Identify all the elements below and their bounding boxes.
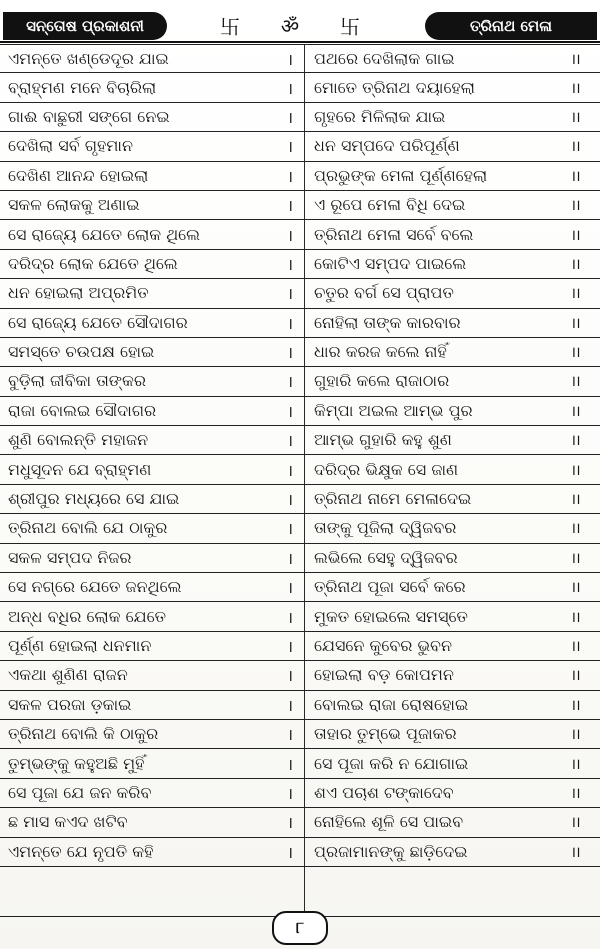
verse-second-half: ଗୁହାରି କଲେ ରାଜାଠାର bbox=[314, 371, 450, 391]
verse-first-half: ପୂର୍ଣ୍ଣ ହୋଇଲା ଧନମାନ bbox=[8, 636, 152, 655]
single-danda: । bbox=[286, 754, 294, 774]
verse-row bbox=[0, 397, 600, 426]
verse-second-half: କିମ୍ପା ଅଇଲ ଆମ୍ଭ ପୁର bbox=[314, 400, 473, 420]
double-danda: ।। bbox=[570, 225, 580, 244]
verse-first-half: ତ୍ରିନାଥ ବୋଲି ଯେ ଠାକୁର bbox=[8, 518, 168, 538]
header-rule bbox=[0, 41, 600, 43]
verse-row bbox=[0, 367, 600, 396]
verse-second-half: ଯେସନେ କୁବେର ଭୁବନ bbox=[314, 636, 452, 655]
verse-first-half: ବୁଡ଼ିଲା ଜୀବିକା ତାଙ୍କର bbox=[8, 371, 146, 391]
verse-row bbox=[0, 838, 600, 867]
single-danda: । bbox=[286, 78, 294, 98]
verse-second-half: ତ୍ରିନାଥ ମେଳା ସର୍ବେ ବଲେ bbox=[314, 224, 474, 244]
verse-first-half: ଶ୍ରୀପୁର ମଧ୍ୟରେ ସେ ଯାଇ bbox=[8, 489, 180, 509]
verse-second-half: ପ୍ରଜାମାନଙ୍କୁ ଛାଡ଼ିଦେଇ bbox=[314, 841, 468, 861]
verse-second-half: ତ୍ରିନାଥ ପୂଜା ସର୍ବେ କରେ bbox=[314, 577, 466, 597]
verse-second-half: କୋଟିଏ ସମ୍ପଦ ପାଇଲେ bbox=[314, 253, 467, 273]
verse-second-half: ହୋଇଲା ବଡ଼ କୋପମନ bbox=[314, 665, 454, 685]
single-danda: । bbox=[286, 578, 294, 598]
verse-first-half: ଛ ମାସ କଏଦ ଖଟିବ bbox=[8, 812, 128, 832]
verse-first-half: ଏମନ୍ତେ ଖଣ୍ଡେଦୂର ଯାଇ bbox=[8, 48, 169, 68]
verse-first-half: ରାଜା ବୋଲଇ ସୌଦାଗର bbox=[8, 400, 157, 420]
double-danda: ।। bbox=[570, 725, 580, 744]
verse-first-half: ମଧୁସୂଦନ ଯେ ବ୍ରାହ୍ମଣ bbox=[8, 459, 152, 479]
verse-row bbox=[0, 720, 600, 749]
single-danda: । bbox=[286, 166, 294, 186]
verse-first-half: ଏକଥା ଶୁଣିଣ ରାଜନ bbox=[8, 665, 128, 685]
verse-second-half: ଦରିଦ୍ର ଭିକ୍ଷୁକ ସେ ଜାଣ bbox=[314, 459, 459, 479]
verse-row bbox=[0, 544, 600, 573]
verse-row bbox=[0, 162, 600, 191]
swastika-icon-right: 卐 bbox=[340, 14, 360, 39]
book-title-label: ତ୍ରିନାଥ ମେଳା bbox=[425, 12, 597, 40]
verse-second-half: ଧନ ସମ୍ପଦେ ପରିପୂର୍ଣ୍ଣ bbox=[314, 136, 460, 156]
verse-row bbox=[0, 691, 600, 720]
verse-second-half: ତାହାର ତୁମ୍ଭେ ପୂଜାକର bbox=[314, 724, 457, 744]
double-danda: ।। bbox=[570, 490, 580, 509]
verse-row bbox=[0, 808, 600, 837]
verse-second-half: ପଥରେ ଦେଖିଲାକ ଗାଇ bbox=[314, 48, 455, 68]
verse-second-half: ତ୍ରିନାଥ ନାମେ ମେଳାଦେଇ bbox=[314, 489, 472, 509]
verse-row bbox=[0, 485, 600, 514]
single-danda: । bbox=[286, 254, 294, 274]
publisher-label: ସନ୍ତୋଷ ପ୍ରକାଶନୀ bbox=[3, 12, 167, 40]
verse-row bbox=[0, 279, 600, 308]
verse-first-half: ସେ ନଗ୍ରେ ଯେତେ ଜନଥିଲେ bbox=[8, 577, 182, 597]
double-danda: ।। bbox=[570, 519, 580, 538]
double-danda: ।। bbox=[570, 196, 580, 215]
verse-second-half: ଏ ରୂପେ ମେଳା ବିଧି ଦେଇ bbox=[314, 195, 466, 215]
verse-first-half: ଦେଖିଲା ସର୍ବ ଗୃହମାନ bbox=[8, 136, 133, 156]
om-icon: ॐ bbox=[280, 13, 300, 38]
double-danda: ।। bbox=[570, 372, 580, 391]
double-danda: ।। bbox=[570, 401, 580, 420]
single-danda: । bbox=[286, 783, 294, 803]
verse-first-half: ଅନ୍ଧ ବଧିର ଲୋକ ଯେତେ bbox=[8, 606, 167, 626]
single-danda: । bbox=[286, 137, 294, 157]
single-danda: । bbox=[286, 196, 294, 216]
double-danda: ।। bbox=[570, 313, 580, 332]
verse-table bbox=[0, 44, 600, 867]
verse-row bbox=[0, 132, 600, 161]
double-danda: ।। bbox=[570, 284, 580, 303]
double-danda: ।। bbox=[570, 754, 580, 773]
verse-second-half: ଗୃହରେ ମିଳିଲାକ ଯାଇ bbox=[314, 106, 446, 126]
double-danda: ।। bbox=[570, 460, 580, 479]
single-danda: । bbox=[286, 666, 294, 686]
double-danda: ।। bbox=[570, 431, 580, 450]
verse-row bbox=[0, 749, 600, 778]
verse-row bbox=[0, 44, 600, 73]
verse-first-half: ବ୍ରାହ୍ମଣ ମନେ ବିଚାରିଲା bbox=[8, 77, 157, 97]
verse-row bbox=[0, 573, 600, 602]
single-danda: । bbox=[286, 431, 294, 451]
double-danda: ।। bbox=[570, 343, 580, 362]
verse-second-half: ପ୍ରଭୁଙ୍କ ମେଳା ପୂର୍ଣ୍ଣହେଲା bbox=[314, 165, 488, 185]
double-danda: ।। bbox=[570, 813, 580, 832]
verse-first-half: ସକଳ ଲୋକକୁ ଅଣାଇ bbox=[8, 195, 140, 215]
single-danda: । bbox=[286, 607, 294, 627]
double-danda: ।। bbox=[570, 783, 580, 802]
double-danda: ।। bbox=[570, 578, 580, 597]
double-danda: ।। bbox=[570, 695, 580, 714]
verse-row bbox=[0, 191, 600, 220]
single-danda: । bbox=[286, 284, 294, 304]
verse-first-half: ସେ ରାଜ୍ୟେ ଯେତେ ଲୋକ ଥିଲେ bbox=[8, 224, 201, 244]
single-danda: । bbox=[286, 842, 294, 862]
verse-second-half: ଲଭିଲେ ସେହୁ ଦ୍ୱିଜବର bbox=[314, 547, 458, 567]
header-ornament bbox=[220, 10, 360, 40]
double-danda: ।। bbox=[570, 78, 580, 97]
verse-second-half: ଧାର କରଜ କଲେ ନାହିଁ bbox=[314, 342, 447, 362]
single-danda: । bbox=[286, 49, 294, 69]
verse-row bbox=[0, 220, 600, 249]
double-danda: ।। bbox=[570, 637, 580, 655]
verse-second-half: ଚତୁର ବର୍ଗ ସେ ପ୍ରାପତ bbox=[314, 283, 454, 303]
page-number: ୮ bbox=[272, 911, 328, 945]
double-danda: ।। bbox=[570, 137, 580, 156]
verse-second-half: ଶଏ ପଚାଶ ଟଙ୍କାଦେବ bbox=[314, 782, 454, 802]
verse-first-half: ତ୍ରିନାଥ ବୋଲି କି ଠାକୁର bbox=[8, 724, 159, 744]
verse-first-half: ଦରିଦ୍ର ଲୋକ ଯେତେ ଥିଲେ bbox=[8, 253, 178, 273]
double-danda: ।। bbox=[570, 607, 580, 626]
verse-row bbox=[0, 632, 600, 661]
verse-row bbox=[0, 250, 600, 279]
verse-row bbox=[0, 455, 600, 484]
verse-second-half: ମୁକତ ହୋଇଲେ ସମସ୍ତେ bbox=[314, 606, 468, 626]
verse-first-half: ସକଳ ସମ୍ପଦ ନିଜର bbox=[8, 547, 132, 567]
double-danda: ।। bbox=[570, 107, 580, 126]
verse-second-half: ସେ ପୂଜା କରି ନ ଯୋଗାଇ bbox=[314, 753, 469, 773]
single-danda: । bbox=[286, 401, 294, 421]
single-danda: । bbox=[286, 107, 294, 127]
verse-first-half: ସେ ରାଜ୍ୟେ ଯେତେ ସୌଦାଗର bbox=[8, 312, 188, 332]
verse-row bbox=[0, 661, 600, 690]
double-danda: ।। bbox=[570, 666, 580, 685]
verse-second-half: ମୋତେ ତ୍ରିନାଥ ଦୟାହେଲା bbox=[314, 77, 476, 97]
verse-second-half: ବୋଲଇ ରାଜା ରୋଷହୋଇ bbox=[314, 694, 469, 714]
double-danda: ।। bbox=[570, 842, 580, 861]
single-danda: । bbox=[286, 490, 294, 510]
verse-row bbox=[0, 602, 600, 631]
verse-second-half: ତାଙ୍କୁ ପୂଜିଲା ଦ୍ୱିଜବର bbox=[314, 518, 457, 538]
verse-second-half: ନୋହିଲା ତାଙ୍କ କାରବାର bbox=[314, 312, 461, 332]
single-danda: । bbox=[286, 548, 294, 568]
double-danda: ।। bbox=[570, 166, 580, 185]
verse-row bbox=[0, 103, 600, 132]
single-danda: । bbox=[286, 313, 294, 333]
verse-row bbox=[0, 426, 600, 455]
single-danda: । bbox=[286, 372, 294, 392]
verse-row bbox=[0, 309, 600, 338]
verse-row bbox=[0, 514, 600, 543]
page-header bbox=[0, 4, 600, 38]
verse-first-half: ସକଳ ପରଜା ଡ଼କାଇ bbox=[8, 694, 132, 714]
single-danda: । bbox=[286, 637, 294, 656]
verse-first-half: ସେ ପୂଜା ଯେ ଜନ କରିବ bbox=[8, 782, 152, 802]
verse-first-half: ଶୁଣି ବୋଲନ୍ତି ମହାଜନ bbox=[8, 430, 149, 450]
double-danda: ।। bbox=[570, 254, 580, 273]
single-danda: । bbox=[286, 695, 294, 715]
single-danda: । bbox=[286, 225, 294, 245]
verse-first-half: ସମସ୍ତେ ଚଉପକ୍ଷ ହୋଇ bbox=[8, 342, 155, 362]
single-danda: । bbox=[286, 813, 294, 833]
single-danda: । bbox=[286, 460, 294, 480]
single-danda: । bbox=[286, 725, 294, 745]
swastika-icon-left: 卐 bbox=[220, 14, 240, 39]
verse-first-half: ଦେଖିଣ ଆନନ୍ଦ ହୋଇଲା bbox=[8, 165, 149, 185]
double-danda: ।। bbox=[570, 548, 580, 567]
double-danda: ।। bbox=[570, 49, 580, 68]
single-danda: । bbox=[286, 519, 294, 539]
verse-row bbox=[0, 73, 600, 102]
verse-second-half: ଆମ୍ଭ ଗୁହାରି କହୁ ଶୁଣ bbox=[314, 430, 452, 450]
verse-first-half: ଧନ ହୋଇଲା ଅପ୍ରମିତ bbox=[8, 283, 149, 303]
single-danda: । bbox=[286, 343, 294, 363]
verse-second-half: ନୋହିଲେ ଶୂଳି ସେ ପାଇବ bbox=[314, 812, 464, 832]
verse-first-half: ଗାଈ ବାଛୁରୀ ସଙ୍ଗେ ନେଇ bbox=[8, 106, 170, 126]
verse-first-half: ତୁମ୍ଭଙ୍କୁ କହୁଅଛି ମୁହିଁ bbox=[8, 753, 145, 773]
verse-row bbox=[0, 338, 600, 367]
verse-first-half: ଏମନ୍ତେ ଯେ ନୃପତି କହି bbox=[8, 841, 154, 861]
verse-row bbox=[0, 779, 600, 808]
